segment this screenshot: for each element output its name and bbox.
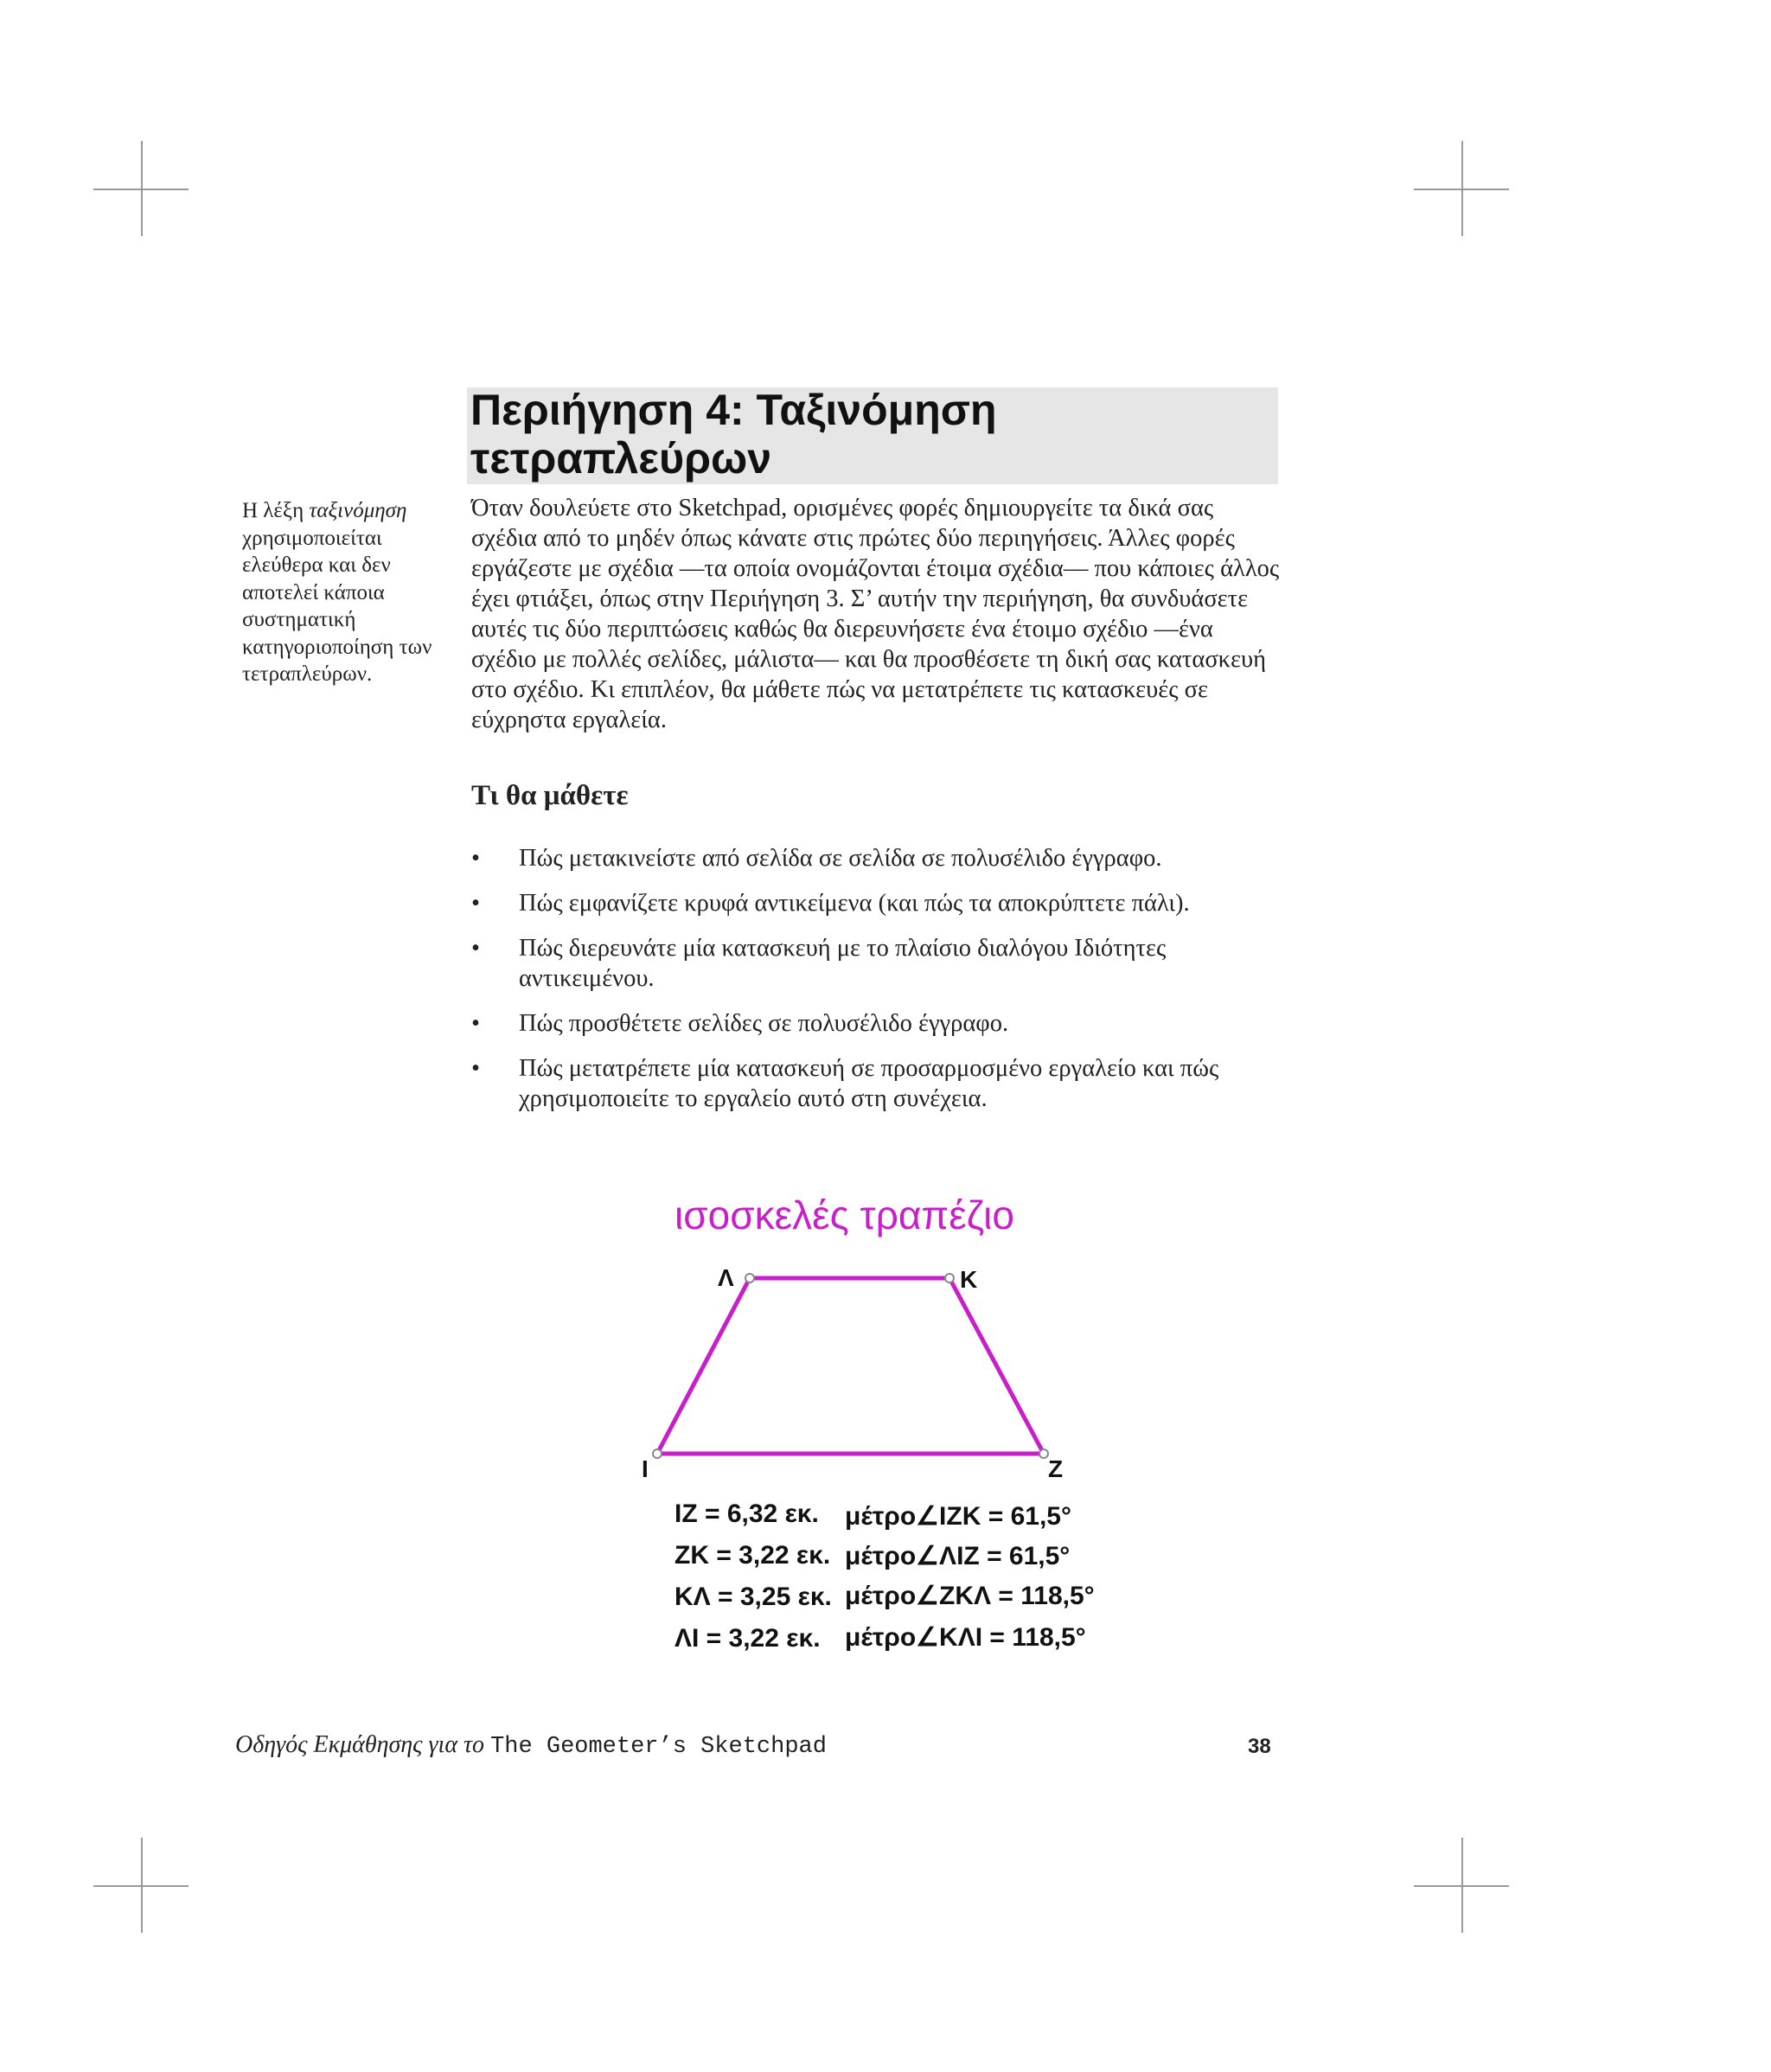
margin-note-emphasis: ταξινόμηση: [309, 499, 407, 522]
footer-product-name: The Geometer’s Sketchpad: [490, 1734, 827, 1760]
vertex-label-I: Ι: [642, 1455, 649, 1482]
vertex-point-I[interactable]: [653, 1449, 662, 1458]
page-title: Περιήγηση 4: Ταξινόμηση τετραπλεύρων: [470, 386, 997, 483]
vertex-point-Z[interactable]: [1039, 1449, 1048, 1458]
length-measurement[interactable]: ΙΖ = 6,32 εκ.: [675, 1500, 819, 1528]
angle-measurement[interactable]: μέτρο∠ΙΖΚ = 61,5°: [845, 1502, 1071, 1531]
running-footer: [235, 1731, 827, 1760]
bullet-icon: •: [471, 1055, 480, 1082]
figure-title: ισοσκελές τραπέζιο: [675, 1193, 1014, 1237]
trapezoid-shape: [657, 1278, 1044, 1454]
list-item-text: Πώς διερευνάτε μία κατασκευή με το πλαίσιο διαλόγου Ιδιότητες αντικειμένου.: [519, 935, 1167, 992]
intro-paragraph: Όταν δουλεύετε στο Sketchpad, ορισμένες φορές δημιουργείτε τα δικά σας σχέδια από το μηδέν όπως κάνατε στις πρώτες δύο περιηγήσεις. Άλλες φορές εργάζεστε με σχέδια —τα οποία ονομάζονται έτοιμα σχέδια— που κάποιες άλλος έχει φτιάξει, όπως στην Περιήγηση 3. Σ’ αυτήν την περιήγηση, θα συνδυάσετε αυτές τις δύο περιπτώσεις καθώς θα διερευνήσετε ένα έτοιμο σχέδιο —ένα σχέδιο με πολλές σελίδες, μάλιστα— και θα προσθέσετε τη δική σας κατασκευή στο σχέδιο. Κι επιπλέον, θα μάθετε πώς να μετατρέπετε τις κατασκευές σε εύχρηστα εργαλεία.: [471, 495, 1280, 733]
bullet-icon: •: [471, 1010, 480, 1037]
list-item-text: Πώς μετατρέπετε μία κατασκευή σε προσαρμοσμένο εργαλείο και πώς χρησιμοποιείτε το εργαλείο αυτό στη συνέχεια.: [519, 1055, 1219, 1112]
length-measurement[interactable]: ΖΚ = 3,22 εκ.: [675, 1541, 831, 1570]
vertex-label-K: Κ: [960, 1266, 978, 1293]
bullet-icon: •: [471, 890, 480, 917]
section-heading: Τι θα μάθετε: [471, 780, 629, 811]
angle-measurement[interactable]: μέτρο∠ΛΙΖ = 61,5°: [845, 1542, 1071, 1570]
page-number: 38: [1248, 1735, 1271, 1758]
vertex-label-L: Λ: [718, 1264, 734, 1291]
footer-text: Οδηγός Εκμάθησης για το: [235, 1731, 491, 1758]
vertex-label-Z: Ζ: [1048, 1455, 1064, 1482]
margin-note-text: χρησιμοποιείται ελεύθερα και δεν αποτελεί κάποια συστηματική κατηγοριοποίηση των τετραπλεύρων.: [242, 526, 432, 686]
length-measurement[interactable]: ΚΛ = 3,25 εκ.: [675, 1583, 832, 1611]
vertex-point-K[interactable]: [945, 1274, 954, 1282]
list-item-text: Πώς εμφανίζετε κρυφά αντικείμενα (και πώς τα αποκρύπτετε πάλι).: [519, 890, 1190, 917]
angle-measurement[interactable]: μέτρο∠ΚΛΙ = 118,5°: [845, 1623, 1086, 1652]
angle-measurement[interactable]: μέτρο∠ΖΚΛ = 118,5°: [845, 1582, 1095, 1610]
bullet-icon: •: [471, 845, 480, 872]
bullet-icon: •: [471, 935, 480, 962]
margin-note-text: Η λέξη: [242, 499, 310, 522]
list-item-text: Πώς μετακινείστε από σελίδα σε σελίδα σε πολυσέλιδο έγγραφο.: [519, 845, 1162, 872]
vertex-point-L[interactable]: [745, 1274, 754, 1282]
length-measurement[interactable]: ΛΙ = 3,22 εκ.: [675, 1624, 821, 1653]
list-item-text: Πώς προσθέτετε σελίδες σε πολυσέλιδο έγγραφο.: [519, 1010, 1009, 1037]
